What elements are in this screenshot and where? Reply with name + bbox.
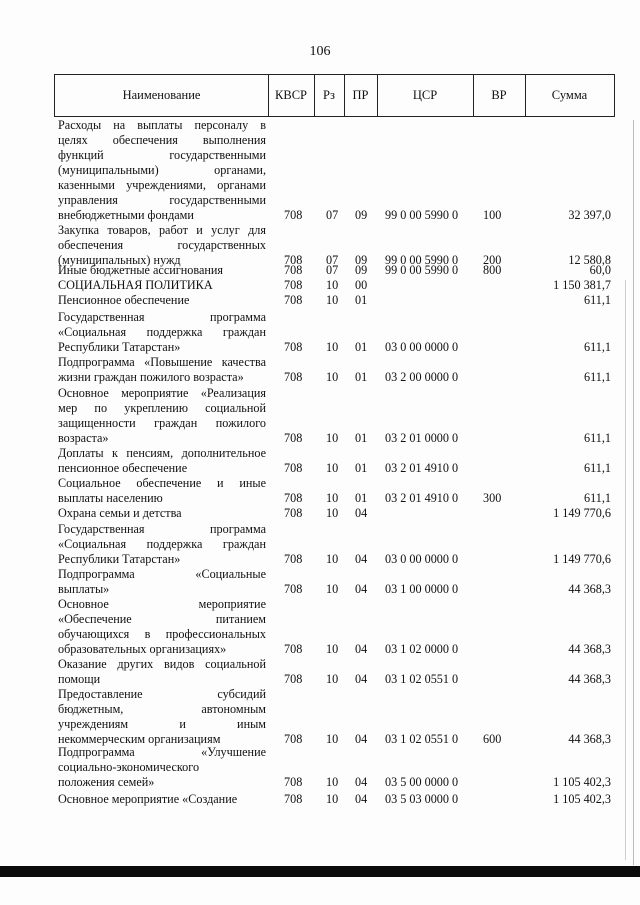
row-name-line: Пенсионное обеспечение: [58, 293, 190, 307]
cell-csr: 03 0 00 0000 0: [385, 340, 459, 354]
row-name-line: Подпрограмма «Социальные: [58, 567, 266, 581]
cell-rz: 07: [326, 208, 339, 222]
cell-sum: 611,1: [584, 491, 611, 505]
table-row: [58, 597, 613, 657]
row-name-line: «Обеспечение питанием: [58, 612, 266, 626]
table-row: [58, 278, 613, 293]
cell-pr: 04: [355, 642, 368, 656]
cell-csr: 03 2 01 0000 0: [385, 431, 459, 445]
row-name-line: Основное мероприятие «Реализация: [58, 386, 266, 400]
row-name: [58, 355, 266, 385]
table-row: [58, 687, 613, 747]
table-row: [58, 657, 613, 687]
cell-pr: 01: [355, 491, 368, 505]
cell-csr: 03 1 02 0551 0: [385, 672, 459, 686]
row-name: [58, 278, 266, 293]
cell-rz: 10: [326, 642, 339, 656]
table-row: [58, 567, 613, 597]
cell-csr: 03 2 01 4910 0: [385, 491, 459, 505]
row-name-line: выплаты»: [58, 582, 110, 596]
cell-sum: 611,1: [584, 431, 611, 445]
header-sum: Сумма: [551, 88, 588, 102]
cell-csr: 03 5 03 0000 0: [385, 792, 459, 806]
cell-rz: 10: [326, 582, 339, 596]
cell-rz: 10: [326, 461, 339, 475]
cell-pr: 04: [355, 792, 368, 806]
cell-sum: 32 397,0: [568, 208, 611, 222]
cell-sum: 60,0: [589, 263, 611, 277]
cell-pr: 09: [355, 208, 368, 222]
cell-rz: 10: [326, 552, 339, 566]
cell-sum: 611,1: [584, 370, 611, 384]
cell-csr: 03 5 00 0000 0: [385, 775, 459, 789]
row-name: [58, 506, 266, 521]
cell-vr: 100: [483, 208, 502, 222]
cell-kvsr: 708: [284, 506, 303, 520]
table-row: [58, 293, 613, 308]
row-name: [58, 476, 266, 506]
row-name: [58, 745, 266, 790]
row-name-line: «Социальная поддержка граждан: [58, 325, 266, 339]
header-csr: ЦСР: [412, 88, 438, 102]
cell-sum: 611,1: [584, 293, 611, 307]
scan-edge-line: [633, 120, 634, 865]
cell-rz: 10: [326, 775, 339, 789]
row-name: [58, 597, 266, 657]
cell-rz: 10: [326, 506, 339, 520]
cell-kvsr: 708: [284, 792, 303, 806]
cell-pr: 01: [355, 370, 368, 384]
cell-vr: 300: [483, 491, 502, 505]
row-name: [58, 386, 266, 446]
cell-rz: 10: [326, 732, 339, 746]
cell-sum: 44 368,3: [568, 672, 611, 686]
cell-pr: 04: [355, 552, 368, 566]
header-name: Наименование: [122, 88, 201, 102]
table-row: [58, 522, 613, 567]
cell-kvsr: 708: [284, 732, 303, 746]
table-row: [58, 792, 613, 807]
row-name-line: Республики Татарстан»: [58, 340, 181, 354]
cell-pr: 01: [355, 340, 368, 354]
row-name-line: социально-экономического: [58, 760, 200, 774]
cell-rz: 10: [326, 672, 339, 686]
cell-vr: 200: [483, 253, 502, 267]
cell-kvsr: 708: [284, 208, 303, 222]
row-name-line: Государственная программа: [58, 310, 266, 324]
cell-sum: 1 105 402,3: [553, 775, 611, 789]
cell-pr: 01: [355, 461, 368, 475]
row-name-line: СОЦИАЛЬНАЯ ПОЛИТИКА: [58, 278, 213, 292]
cell-kvsr: 708: [284, 293, 303, 307]
row-name-line: Оказание других видов социальной: [58, 657, 266, 671]
row-name-line: Социальное обеспечение и иные: [58, 476, 266, 490]
table-row: [58, 223, 613, 268]
row-name: [58, 522, 266, 567]
row-name-line: мер по укреплению социальной: [58, 401, 266, 415]
row-name-line: учреждениям и иным: [58, 717, 266, 731]
cell-kvsr: 708: [284, 642, 303, 656]
cell-kvsr: 708: [284, 340, 303, 354]
cell-sum: 1 150 381,7: [553, 278, 611, 292]
row-name-line: «Социальная поддержка граждан: [58, 537, 266, 551]
row-name-line: Основное мероприятие «Создание: [58, 792, 238, 806]
row-name-line: Предоставление субсидий: [58, 687, 266, 701]
row-name: [58, 118, 266, 223]
cell-csr: 03 1 02 0000 0: [385, 642, 459, 656]
cell-pr: 09: [355, 253, 368, 267]
row-name-line: Государственная программа: [58, 522, 266, 536]
row-name: [58, 223, 266, 268]
cell-pr: 04: [355, 732, 368, 746]
cell-kvsr: 708: [284, 552, 303, 566]
cell-kvsr: 708: [284, 491, 303, 505]
page-number: 106: [309, 44, 331, 59]
cell-sum: 611,1: [584, 340, 611, 354]
row-name-line: жизни граждан пожилого возраста»: [58, 370, 244, 384]
row-name-line: Иные бюджетные ассигнования: [58, 263, 224, 277]
cell-sum: 611,1: [584, 461, 611, 475]
header-vr: ВР: [491, 88, 507, 102]
cell-sum: 44 368,3: [568, 642, 611, 656]
cell-pr: 04: [355, 506, 368, 520]
cell-csr: 03 0 00 0000 0: [385, 552, 459, 566]
cell-kvsr: 708: [284, 253, 303, 267]
row-name-line: выплаты населению: [58, 491, 163, 505]
cell-rz: 10: [326, 340, 339, 354]
cell-pr: 04: [355, 582, 368, 596]
row-name-line: образовательных организациях»: [58, 642, 227, 656]
row-name: [58, 263, 266, 278]
cell-csr: 03 2 01 4910 0: [385, 461, 459, 475]
cell-rz: 10: [326, 370, 339, 384]
header-rz: Рз: [323, 88, 335, 102]
table-row: [58, 310, 613, 355]
row-name-line: возраста»: [58, 431, 109, 445]
cell-csr: 03 1 00 0000 0: [385, 582, 459, 596]
cell-pr: 04: [355, 775, 368, 789]
row-name-line: внебюджетными фондами: [58, 208, 194, 222]
cell-kvsr: 708: [284, 370, 303, 384]
cell-kvsr: 708: [284, 461, 303, 475]
row-name-line: управления государственными: [58, 193, 266, 207]
row-name-line: обеспечения государственных: [58, 238, 266, 252]
cell-pr: 09: [355, 263, 368, 277]
table-row: [58, 263, 613, 278]
cell-kvsr: 708: [284, 431, 303, 445]
table-row: [58, 118, 613, 223]
row-name: [58, 687, 266, 747]
cell-rz: 07: [326, 253, 339, 267]
table-header: [54, 74, 615, 117]
row-name: [58, 293, 266, 308]
row-name: [58, 446, 266, 476]
row-name-line: некоммерческим организациям: [58, 732, 221, 746]
table-row: [58, 446, 613, 476]
row-name: [58, 792, 266, 807]
row-name-line: Доплаты к пенсиям, дополнительное: [58, 446, 266, 460]
row-name-line: (муниципальных) нужд: [58, 253, 181, 267]
cell-kvsr: 708: [284, 775, 303, 789]
row-name-line: Закупка товаров, работ и услуг для: [58, 223, 266, 237]
cell-csr: 99 0 00 5990 0: [385, 263, 459, 277]
row-name-line: казенными учреждениями, органами: [58, 178, 266, 192]
cell-pr: 00: [355, 278, 368, 292]
cell-kvsr: 708: [284, 263, 303, 277]
row-name-line: Охрана семьи и детства: [58, 506, 182, 520]
table-row: [58, 745, 613, 790]
row-name-line: Расходы на выплаты персоналу в: [58, 118, 266, 132]
row-name-line: бюджетным, автономным: [58, 702, 266, 716]
cell-sum: 44 368,3: [568, 582, 611, 596]
row-name: [58, 310, 266, 355]
cell-sum: 1 105 402,3: [553, 792, 611, 806]
cell-pr: 01: [355, 293, 368, 307]
scan-bottom-bar: [0, 866, 640, 877]
table-row: [58, 506, 613, 521]
table-row: [58, 355, 613, 385]
cell-sum: 1 149 770,6: [553, 552, 611, 566]
row-name-line: функций государственными: [58, 148, 266, 162]
row-name-line: обучающихся в профессиональных: [58, 627, 266, 641]
table-row: [58, 386, 613, 446]
cell-rz: 10: [326, 491, 339, 505]
cell-kvsr: 708: [284, 582, 303, 596]
scan-edge-line: [625, 280, 626, 860]
cell-kvsr: 708: [284, 278, 303, 292]
row-name-line: пенсионное обеспечение: [58, 461, 188, 475]
table-row: [58, 476, 613, 506]
row-name-line: Основное мероприятие: [58, 597, 266, 611]
cell-csr: 99 0 00 5990 0: [385, 208, 459, 222]
row-name-line: Подпрограмма «Улучшение: [58, 745, 266, 759]
cell-rz: 07: [326, 263, 339, 277]
cell-rz: 10: [326, 792, 339, 806]
row-name-line: защищенности граждан пожилого: [58, 416, 266, 430]
row-name-line: Республики Татарстан»: [58, 552, 181, 566]
row-name: [58, 657, 266, 687]
row-name-line: положения семей»: [58, 775, 155, 789]
cell-csr: 99 0 00 5990 0: [385, 253, 459, 267]
row-name-line: помощи: [58, 672, 101, 686]
row-name-line: Подпрограмма «Повышение качества: [58, 355, 266, 369]
row-name-line: целях обеспечения выполнения: [58, 133, 266, 147]
cell-pr: 04: [355, 672, 368, 686]
cell-rz: 10: [326, 278, 339, 292]
cell-csr: 03 2 00 0000 0: [385, 370, 459, 384]
cell-vr: 800: [483, 263, 502, 277]
cell-sum: 1 149 770,6: [553, 506, 611, 520]
cell-rz: 10: [326, 431, 339, 445]
cell-vr: 600: [483, 732, 502, 746]
cell-sum: 44 368,3: [568, 732, 611, 746]
row-name: [58, 567, 266, 597]
cell-rz: 10: [326, 293, 339, 307]
cell-sum: 12 580,8: [568, 253, 611, 267]
header-kvsr: КВСР: [275, 88, 307, 102]
header-pr: ПР: [352, 88, 369, 102]
cell-pr: 01: [355, 431, 368, 445]
cell-csr: 03 1 02 0551 0: [385, 732, 459, 746]
row-name-line: (муниципальными) органами,: [58, 163, 266, 177]
cell-kvsr: 708: [284, 672, 303, 686]
